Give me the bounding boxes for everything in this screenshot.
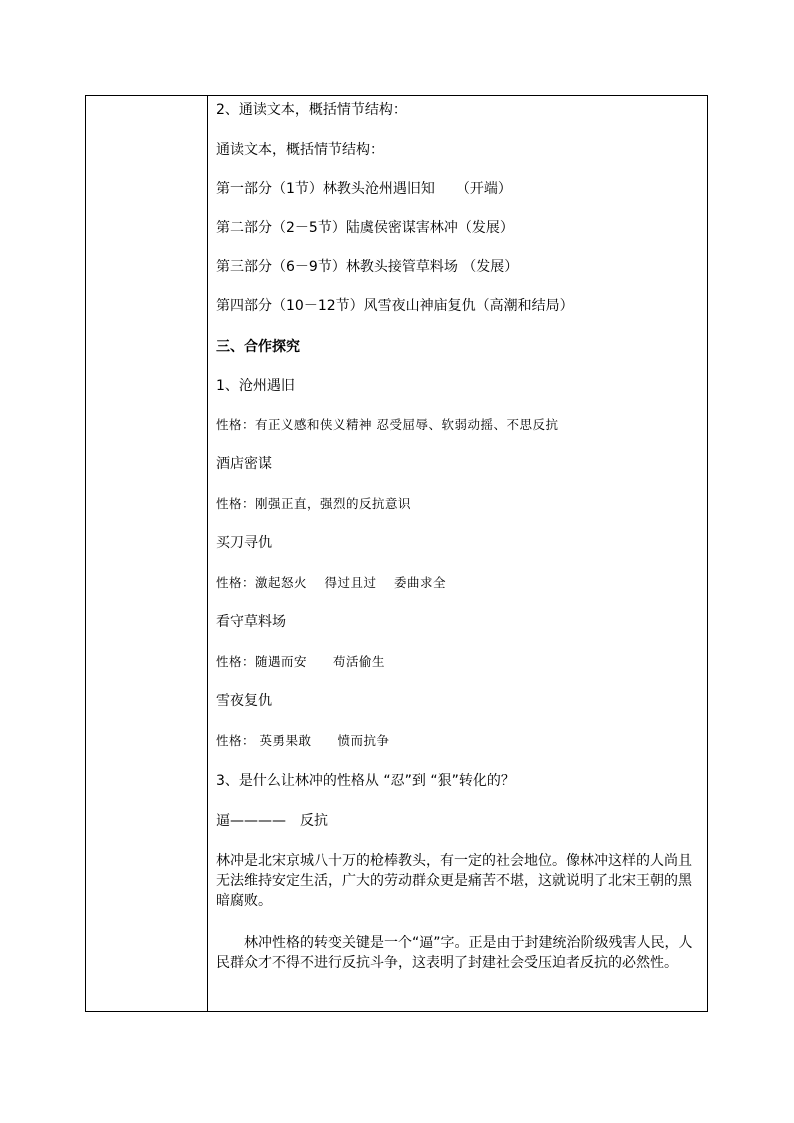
lesson-table <box>85 95 708 1012</box>
scene-title-2: 酒店密谋 <box>216 456 272 472</box>
plot-part-1: 第一部分（1节）林教头沧州遇旧知 （开端） <box>216 181 512 197</box>
plot-part-2: 第二部分（2－5节）陆虞侯密谋害林冲（发展） <box>216 220 514 236</box>
scene-title-4: 看守草料场 <box>216 614 286 630</box>
paragraph-1: 林冲是北宋京城八十万的枪棒教头，有一定的社会地位。像林冲这样的人尚且无法维持安定生活，广大的劳动群众更是痛苦不堪，这就说明了北宋王朝的黑暗腐败。 <box>216 853 692 909</box>
paragraph-2: 林冲性格的转变关键是一个“逼”字。正是由于封建统治阶级残害人民，人民群众才不得不进行反抗斗争，这表明了封建社会受压迫者反抗的必然性。 <box>216 935 693 971</box>
scene-trait-4: 性格：随遇而安 苟活偷生 <box>216 654 386 669</box>
table-left-column <box>86 96 208 1011</box>
question-3: 3、是什么让林冲的性格从 “忍”到 “狠”转化的？ <box>216 773 515 789</box>
table-content-column <box>208 96 707 1011</box>
scene-title-1: 1、沧州遇旧 <box>216 378 295 394</box>
scene-trait-3: 性格：激起怒火 得过且过 委曲求全 <box>216 575 446 590</box>
scene-title-3: 买刀寻仇 <box>216 535 272 551</box>
plot-structure-title: 2、通读文本，概括情节结构： <box>216 102 407 118</box>
plot-part-3: 第三部分（6－9节）林教头接管草料场 （发展） <box>216 259 519 275</box>
scene-trait-2: 性格：刚强正直，强烈的反抗意识 <box>216 496 412 511</box>
plot-structure-subtitle: 通读文本，概括情节结构： <box>216 142 384 158</box>
plot-part-4: 第四部分（10－12节）风雪夜山神庙复仇（高潮和结局） <box>216 298 574 314</box>
answer-3: 逼———— 反抗 <box>216 813 328 829</box>
scene-title-5: 雪夜复仇 <box>216 693 272 709</box>
scene-trait-1: 性格：有正义感和侠义精神 忍受屈辱、软弱动摇、不思反抗 <box>216 417 559 432</box>
section-heading-cooperative-inquiry: 三、合作探究 <box>216 339 300 355</box>
scene-trait-5: 性格： 英勇果敢 愤而抗争 <box>216 733 390 748</box>
